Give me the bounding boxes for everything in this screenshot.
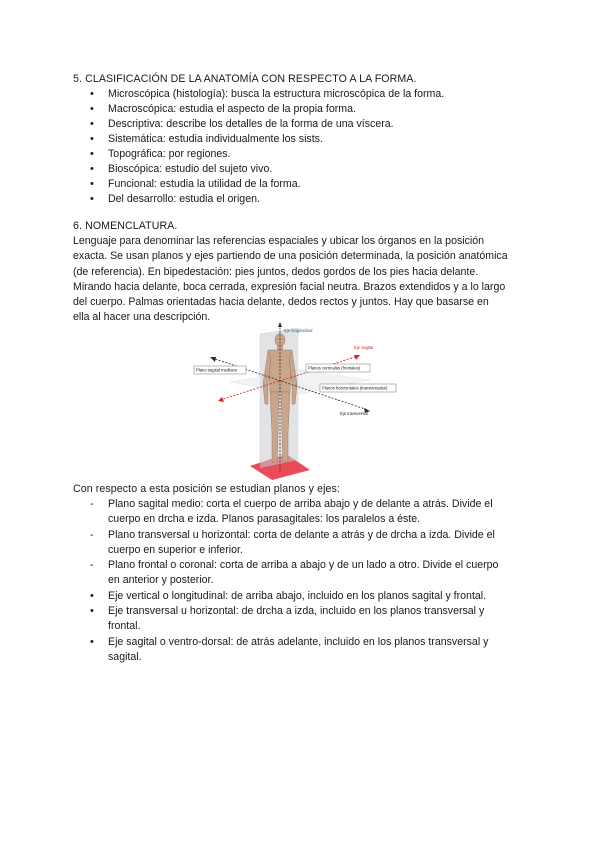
list-item: • Microscópica (histología): busca la estructura microscópica de la forma. xyxy=(73,87,444,102)
paragraph-line: Mirando hacia delante, boca cerrada, expresión facial neutra. Brazos extendidos y a lo largo xyxy=(73,280,506,293)
item-line: • Eje sagital o ventro-dorsal: de atrás adelante, incluido en los planos transversal y xyxy=(108,635,489,648)
label-eje-longitudinal xyxy=(284,328,312,333)
item-line: - Plano sagital medio: corta el cuerpo de arriba abajo y de delante a atrás. Divide el xyxy=(108,498,493,510)
item-line: cuerpo en drcha e izda. Planos parasagitales: los paralelos a éste. xyxy=(108,513,421,526)
list-item xyxy=(73,497,533,528)
item-line: • Eje vertical o longitudinal: de arriba abajo, incluido en los planos sagital y frontal. xyxy=(108,589,487,602)
item-line: en anterior y posterior. xyxy=(108,574,214,587)
paragraph-line: exacta. Se usan planos y ejes partiendo de una posición determinada, la posición anatómica xyxy=(73,250,508,263)
paragraph-line: Lenguaje para denominar las referencias espaciales y ubicar los órganos en la posición xyxy=(73,235,485,247)
planes-intro: Con respecto a esta posición se estudian planos y ejes: xyxy=(73,483,340,495)
section6-title: 6. NOMENCLATURA. xyxy=(73,220,178,232)
list-item xyxy=(73,589,533,604)
paragraph-line: (de referencia). En bipedestación: pies juntos, dedos gordos de los pies hacia delante. xyxy=(73,265,479,278)
item-line: - Plano transversal u horizontal: corta de delante a atrás y de drcha a izda. Divide el xyxy=(108,528,495,541)
vertical-axis-arrow xyxy=(278,322,282,327)
label-eje-sagital xyxy=(354,345,373,350)
section5-title: 5. CLASIFICACIÓN DE LA ANATOMÍA CON RESPECTO A LA FORMA. xyxy=(73,73,417,85)
label-text: Eje transversal xyxy=(340,411,368,416)
list-item: • Bioscópica: estudio del sujeto vivo. xyxy=(73,162,444,177)
list-item xyxy=(73,528,533,559)
label-plano-sagital xyxy=(194,366,246,374)
list-item xyxy=(73,635,533,666)
list-item: • Sistemática: estudia individualmente los sists. xyxy=(73,132,444,147)
list-item: • Funcional: estudia la utilidad de la forma. xyxy=(73,177,444,192)
list-item xyxy=(73,558,533,589)
nomenclature-paragraph xyxy=(73,234,533,326)
transverse-axis-arrow-left xyxy=(210,357,216,362)
list-item: • Descriptiva: describe los detalles de la forma de una víscera. xyxy=(73,117,444,132)
sagittal-axis-arrow-back xyxy=(218,397,224,402)
sagittal-axis-arrow-front xyxy=(354,355,360,360)
list-item: • Macroscópica: estudia el aspecto de la propia forma. xyxy=(73,102,444,117)
anatomical-planes-illustration xyxy=(190,322,410,482)
paragraph-line: del cuerpo. Palmas orientadas hacia delante, dedos rectos y juntos. Hay que basarse en xyxy=(73,296,489,309)
item-line: - Plano frontal o coronal: corta de arriba a abajo y de un lado a otro. Divide el cuerpo xyxy=(108,559,499,572)
anatomical-position-figure xyxy=(190,322,410,482)
paragraph-line: ella al hacer una descripción. xyxy=(73,311,211,324)
list-item xyxy=(73,604,533,635)
item-line: sagital. xyxy=(108,650,142,663)
label-text: Planos coronales (frontales) xyxy=(308,365,361,371)
item-line: cuerpo en superior e inferior. xyxy=(108,543,243,556)
item-line: • Eje transversal u horizontal: de drcha a izda, incluido en los planos transversal y xyxy=(108,605,485,618)
label-text: Eje longitudinal xyxy=(284,328,313,333)
label-text: Planos horizontales (transversales) xyxy=(322,385,388,391)
list-item: • Topográfica: por regiones. xyxy=(73,147,444,162)
section5-list xyxy=(73,87,444,207)
label-eje-transversal xyxy=(340,411,368,416)
label-text: Plano sagital mediano xyxy=(196,367,238,373)
label-planos-horizontales xyxy=(320,384,396,392)
list-item: • Del desarrollo: estudia el origen. xyxy=(73,192,444,207)
item-line: frontal. xyxy=(108,620,141,633)
label-planos-frontales xyxy=(306,364,370,372)
label-text: Eje sagital xyxy=(354,345,374,350)
planes-axes-list xyxy=(73,497,533,665)
